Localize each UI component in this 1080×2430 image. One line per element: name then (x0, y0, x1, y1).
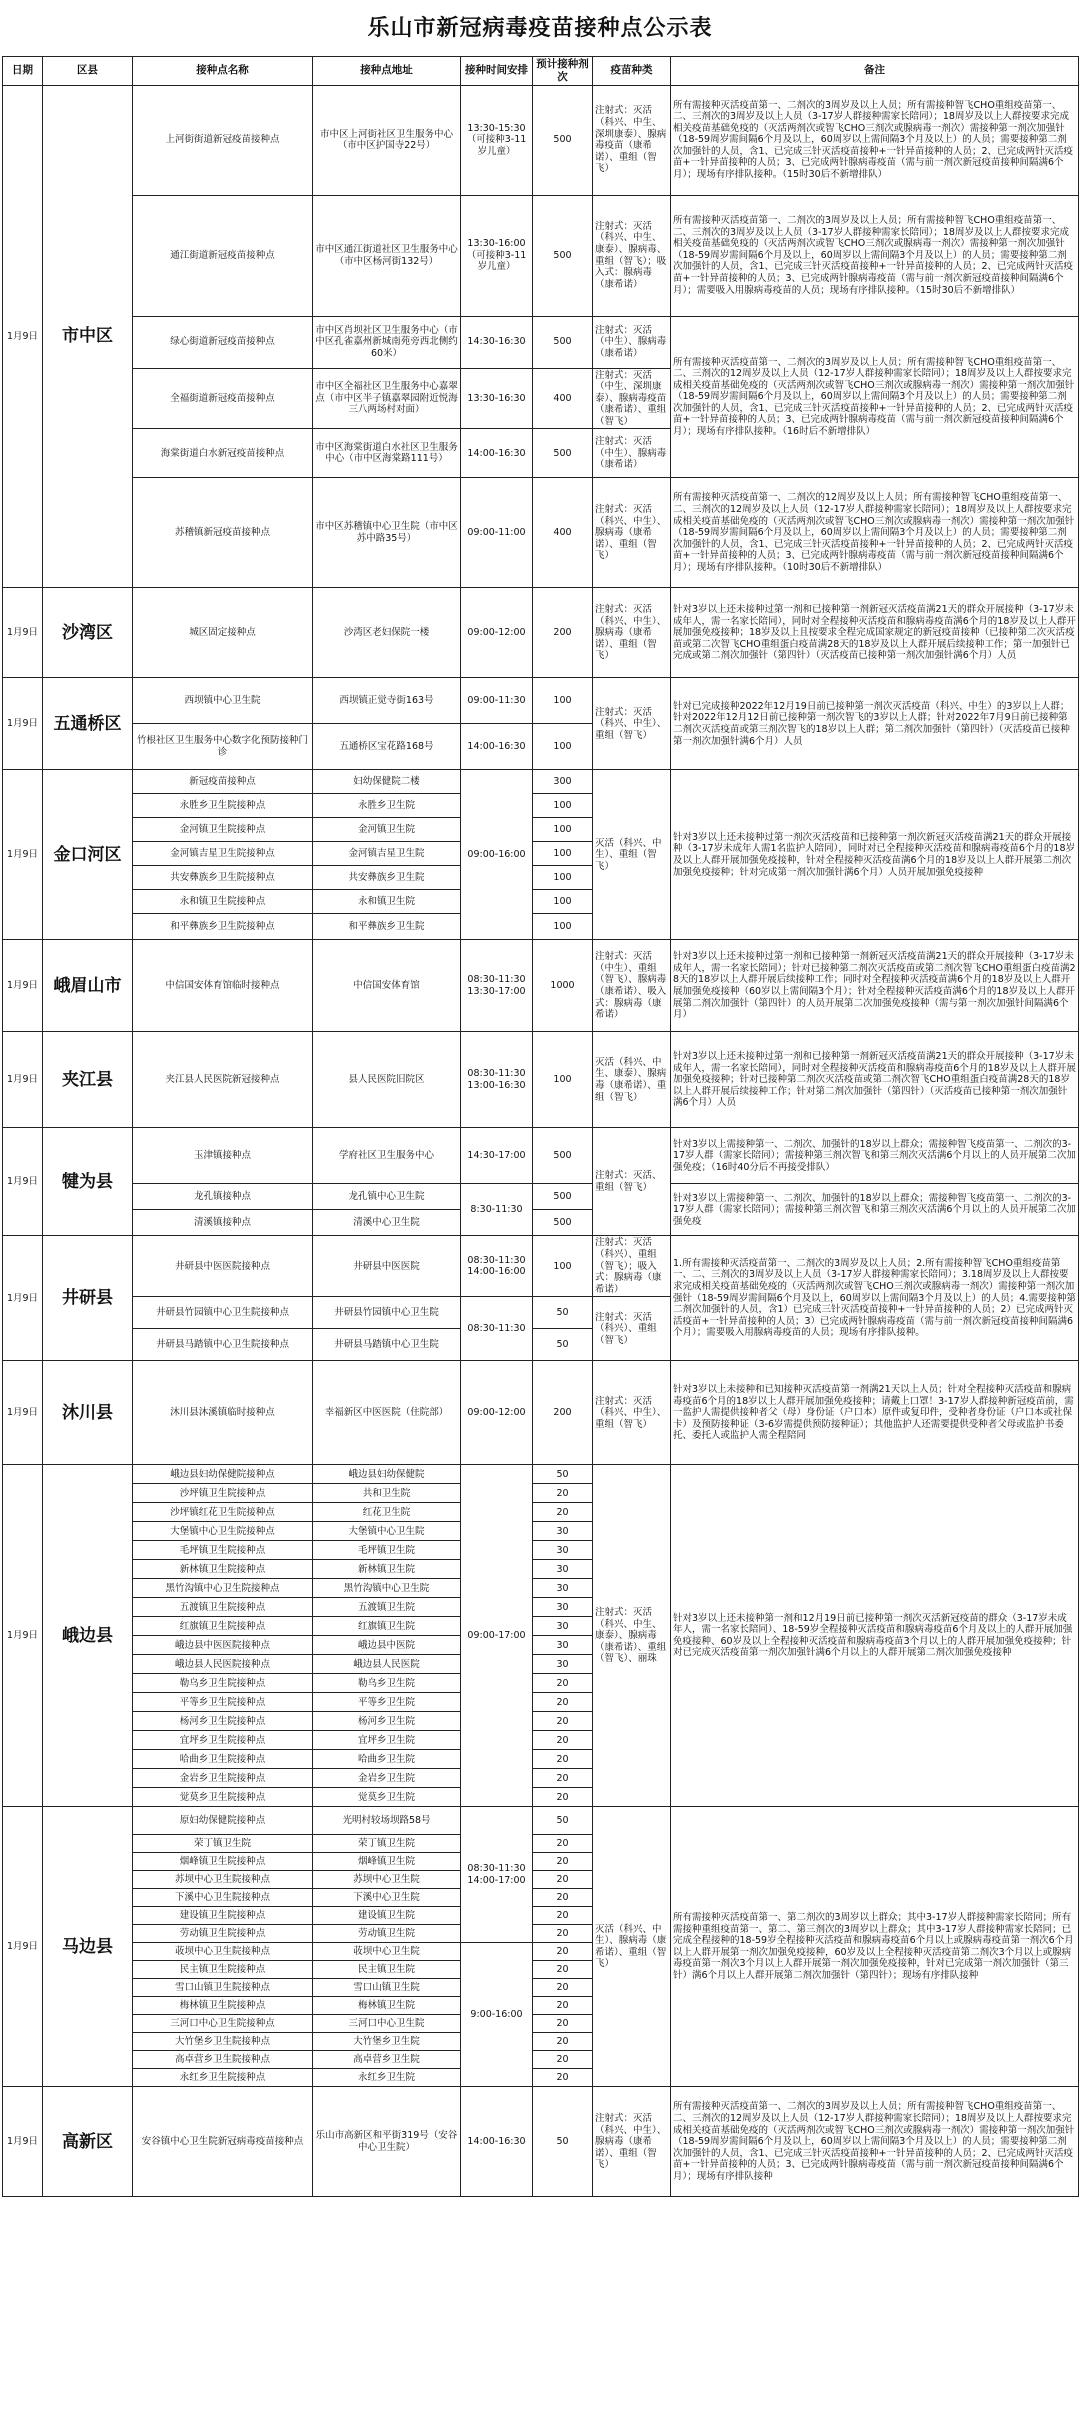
dose-count: 50 (533, 1297, 593, 1329)
dose-count: 20 (533, 1712, 593, 1731)
table-row (3, 588, 1079, 678)
site-address: 乐山市高新区和平街319号（安谷中心卫生院） (313, 2087, 461, 2197)
dose-count: 30 (533, 1541, 593, 1560)
dose-count: 50 (533, 2087, 593, 2197)
site-address: 幸福新区中医医院（住院部） (313, 1361, 461, 1465)
dose-count: 300 (533, 770, 593, 794)
dose-count: 30 (533, 1617, 593, 1636)
dose-count: 20 (533, 1788, 593, 1807)
district-name: 井研县 (43, 1236, 133, 1361)
vaccination-sites-table (2, 56, 1079, 2197)
notes-cell: 1.所有需接种灭活疫苗第一、二剂次的3周岁及以上人员；2.所有需接种智飞CHO重组疫苗第一、二、三剂次的3周岁及以上人员（3-17岁人群接种需家长陪同）；3.18周岁及以上人群按要求完成相关疫苗基础免疫的（灭活两剂次或智飞CHO三剂次或腺病毒一剂次）需接种第一剂次加强针（18-59周岁需间隔6个月及以上，60周岁以上需间隔3个月及以上）的人员；4.需要接种第二剂次加强针的人员，含1）已完成三针灭活疫苗接种+一针异苗接种的人员；2）已完成两针灭活疫苗+一针异苗接种的人员；3）已完成两针腺病毒疫苗（需与前一剂次新冠疫苗接种间隔满6个月）；需要吸入用腺病毒疫苗的人员；现场有序排队接种。 (671, 1236, 1079, 1361)
table-row (3, 940, 1079, 1032)
vaccine-type: 注射式：灭活（科兴、中生）、腺病毒（康希诺）、重组（智飞） (593, 588, 671, 678)
site-address: 市中区上河街社区卫生服务中心（市中区护国寺22号） (313, 85, 461, 195)
date-cell: 1月9日 (3, 588, 43, 678)
vaccine-type: 灭活（科兴、中生、康泰）、腺病毒（康希诺）、重组（智飞） (593, 1032, 671, 1128)
dose-count: 30 (533, 1560, 593, 1579)
dose-count: 100 (533, 818, 593, 842)
district-name: 沐川县 (43, 1361, 133, 1465)
vaccine-type: 注射式：灭活（科兴）、重组（智飞）；吸入式：腺病毒（康希诺） (593, 1236, 671, 1297)
dose-count: 20 (533, 1961, 593, 1979)
site-name: 和平彝族乡卫生院接种点 (133, 914, 313, 940)
site-address: 雪口山镇卫生院 (313, 1979, 461, 1997)
dose-count: 30 (533, 1579, 593, 1598)
notes-cell: 针对3岁以上需接种第一、二剂次、加强针的18岁以上群众；需接种智飞疫苗第一、二剂次的3-17岁人群（需家长陪同）；需接种第三剂次智飞和第三剂次灭活满6个月以上的人员开展第二次加强免疫；（16时40分后不再接受排队） (671, 1128, 1079, 1184)
dose-count: 50 (533, 1465, 593, 1484)
header-vaccine-type: 疫苗种类 (593, 57, 671, 86)
time-slot: 09:00-11:00 (461, 478, 533, 588)
table-row (3, 2087, 1079, 2197)
time-slot: 08:30-11:30 14:00-17:00 (461, 1807, 533, 1943)
table-row (3, 1807, 1079, 1835)
table-row (3, 678, 1079, 724)
dose-count: 400 (533, 368, 593, 429)
dose-count: 1000 (533, 940, 593, 1032)
site-address: 劳动镇卫生院 (313, 1925, 461, 1943)
dose-count: 20 (533, 2015, 593, 2033)
time-slot: 14:00-16:30 (461, 724, 533, 770)
site-address: 高卓营乡卫生院 (313, 2051, 461, 2069)
site-address: 三河口中心卫生院 (313, 2015, 461, 2033)
site-address: 荣丁镇卫生院 (313, 1835, 461, 1853)
site-address: 龙孔镇中心卫生院 (313, 1184, 461, 1210)
site-address: 下溪中心卫生院 (313, 1889, 461, 1907)
site-address: 井研县竹园镇中心卫生院 (313, 1297, 461, 1329)
site-address: 五通桥区宝花路168号 (313, 724, 461, 770)
site-name: 烟峰镇卫生院接种点 (133, 1853, 313, 1871)
dose-count: 20 (533, 1750, 593, 1769)
site-name: 新林镇卫生院接种点 (133, 1560, 313, 1579)
site-name: 峨边县中医医院接种点 (133, 1636, 313, 1655)
district-name: 犍为县 (43, 1128, 133, 1236)
site-address: 光明村较场坝路58号 (313, 1807, 461, 1835)
site-name: 苏坝中心卫生院接种点 (133, 1871, 313, 1889)
dose-count: 20 (533, 1979, 593, 1997)
district-name: 高新区 (43, 2087, 133, 2197)
dose-count: 500 (533, 1128, 593, 1184)
date-cell: 1月9日 (3, 678, 43, 770)
site-address: 峨边县中医院 (313, 1636, 461, 1655)
dose-count: 50 (533, 1329, 593, 1361)
site-name: 杨河乡卫生院接种点 (133, 1712, 313, 1731)
site-name: 荍坝中心卫生院接种点 (133, 1943, 313, 1961)
site-address: 红花卫生院 (313, 1503, 461, 1522)
site-address: 中信国安体育馆 (313, 940, 461, 1032)
header-date: 日期 (3, 57, 43, 86)
date-cell: 1月9日 (3, 1128, 43, 1236)
notes-cell: 针对3岁以上还未接种过第一剂和已接种第一剂新冠灭活疫苗满21天的群众开展接种（3-17岁未成年人，需一名家长陪同），同时对全程接种灭活疫苗和腺病毒疫苗满6个月的18岁及以上人群开展加强免疫接种；18岁及以上且按要求全程完成国家规定的新冠疫苗接种（已接种第二次灭活疫苗或第二次智飞CHO重组蛋白疫苗满28天的18岁及以上人群开展后续接种工作；第一加强针已完成或第二剂次加强针（第四针）（灭活疫苗已接种第一剂次加强针满6个月）人员 (671, 588, 1079, 678)
site-name: 荣丁镇卫生院 (133, 1835, 313, 1853)
site-name: 上河街街道新冠疫苗接种点 (133, 85, 313, 195)
site-address: 市中区全福社区卫生服务中心嘉翠点（市中区半子镇嘉翠园附近悦海三八两场村对面） (313, 368, 461, 429)
site-name: 新冠疫苗接种点 (133, 770, 313, 794)
site-name: 下溪中心卫生院接种点 (133, 1889, 313, 1907)
site-name: 中信国安体育馆临时接种点 (133, 940, 313, 1032)
dose-count: 500 (533, 195, 593, 316)
site-address: 共和卫生院 (313, 1484, 461, 1503)
notes-cell: 针对3岁以上还未接种过第一剂和已接种第一剂新冠灭活疫苗满21天的群众开展接种（3-17岁未成年人，需一名家长陪同），同时对全程接种灭活疫苗和腺病毒疫苗6个月的18岁及以上人群开展加强免疫接种；针对已接种第二剂次灭活疫苗或第二剂次智飞CHO重组蛋白疫苗满28天的18岁以上人群开展后续接种工作；针对第二剂次加强针（第四针）（灭活疫苗已接种第一剂次加强针满6个月）人员 (671, 1032, 1079, 1128)
site-address: 共安彝族乡卫生院 (313, 866, 461, 890)
dose-count: 30 (533, 1636, 593, 1655)
vaccine-type: 注射式：灭活（中生）、腺病毒（康希诺） (593, 429, 671, 478)
district-name: 市中区 (43, 85, 133, 588)
dose-count: 500 (533, 429, 593, 478)
site-name: 劳动镇卫生院接种点 (133, 1925, 313, 1943)
site-address: 大堡镇中心卫生院 (313, 1522, 461, 1541)
vaccine-type: 注射式：灭活、重组（智飞） (593, 1128, 671, 1236)
site-address: 金河镇卫生院 (313, 818, 461, 842)
site-address: 荍坝中心卫生院 (313, 1943, 461, 1961)
site-address: 宜坪乡卫生院 (313, 1731, 461, 1750)
date-cell: 1月9日 (3, 1236, 43, 1361)
date-cell: 1月9日 (3, 1032, 43, 1128)
table-row (3, 195, 1079, 316)
vaccine-type: 注射式：灭活（科兴、中生）、重组（智飞） (593, 1361, 671, 1465)
site-name: 城区固定接种点 (133, 588, 313, 678)
vaccine-type: 注射式：灭活（科兴、中生）、腺病毒（康希诺）、重组（智飞） (593, 2087, 671, 2197)
site-address: 沙湾区老妇保院一楼 (313, 588, 461, 678)
notes-cell: 所有需接种灭活疫苗第一、二剂次的3周岁及以上人员；所有需接种智飞CHO重组疫苗第一、二、三剂次的12周岁及以上人员（12-17岁人群接种需家长陪同）；18周岁及以上人群按要求完成相关疫苗基础免疫的（灭活两剂次或智飞CHO三剂次或腺病毒一剂次）需接种第一剂次加强针（18-59周岁需间隔6个月及以上，60周岁以上需间隔3个月及以上）的人员；需要接种第二剂次加强针的人员，含1、已完成三针灭活疫苗接种+一针异苗接种的人员；2、已完成两针灭活疫苗+一针异苗接种的人员；3、已完成两针腺病毒疫苗（需与前一剂次新冠疫苗接种间隔满6个月）；现场有序排队接种。（16时后不新增排队） (671, 316, 1079, 478)
dose-count: 20 (533, 1925, 593, 1943)
vaccine-type: 注射式：灭活（科兴、中生、康泰）、腺病毒（康希诺）、重组（智飞）、丽珠 (593, 1465, 671, 1807)
site-address: 峨边县妇幼保健院 (313, 1465, 461, 1484)
district-name: 夹江县 (43, 1032, 133, 1128)
site-name: 绿心街道新冠疫苗接种点 (133, 316, 313, 368)
site-address: 西坝镇正觉寺街163号 (313, 678, 461, 724)
site-address: 苏坝中心卫生院 (313, 1871, 461, 1889)
header-site-name: 接种点名称 (133, 57, 313, 86)
district-name: 沙湾区 (43, 588, 133, 678)
site-name: 竹根社区卫生服务中心数字化预防接种门诊 (133, 724, 313, 770)
time-slot: 09:00-12:00 (461, 1361, 533, 1465)
vaccine-type: 注射式：灭活（科兴、中生）、腺病毒（康希诺）、重组（智飞） (593, 478, 671, 588)
site-name: 毛坪镇卫生院接种点 (133, 1541, 313, 1560)
notes-cell: 所有需接种灭活疫苗第一、二剂次的3周岁及以上人员；所有需接种智飞CHO重组疫苗第一、二、三剂次的12周岁及以上人员（12-17岁人群接种需家长陪同）；18周岁及以上人群按要求完成相关疫苗基础免疫的（灭活两剂次或智飞CHO三剂次或腺病毒一剂次）需接种第一剂次加强针（18-59周岁需间隔6个月及以上，60周岁以上需间隔3个月及以上）的人员；需要接种第二剂次加强针的人员，含1、已完成三针灭活疫苗接种+一针异苗接种的人员；2、已完成两针灭活疫苗+一针异苗接种的人员；3、已完成两针腺病毒疫苗（需与前一剂次新冠疫苗接种间隔满6个月）；现场有序排队接种 (671, 2087, 1079, 2197)
table-row (3, 1032, 1079, 1128)
site-address: 杨河乡卫生院 (313, 1712, 461, 1731)
dose-count: 100 (533, 842, 593, 866)
site-name: 金河镇吉星卫生院接种点 (133, 842, 313, 866)
site-address: 峨边县人民医院 (313, 1655, 461, 1674)
site-name: 玉津镇接种点 (133, 1128, 313, 1184)
dose-count: 400 (533, 478, 593, 588)
time-slot: 08:30-11:30 (461, 1297, 533, 1361)
site-address: 妇幼保健院二楼 (313, 770, 461, 794)
vaccine-type: 注射式：灭活（科兴）、重组（智飞） (593, 1297, 671, 1361)
dose-count: 200 (533, 1361, 593, 1465)
time-slot: 09:00-11:30 (461, 678, 533, 724)
site-address: 黑竹沟镇中心卫生院 (313, 1579, 461, 1598)
table-row (3, 770, 1079, 794)
time-slot: 14:00-16:30 (461, 2087, 533, 2197)
dose-count: 30 (533, 1522, 593, 1541)
time-slot: 8:30-11:30 (461, 1184, 533, 1236)
site-name: 民主镇卫生院接种点 (133, 1961, 313, 1979)
site-name: 原妇幼保健院接种点 (133, 1807, 313, 1835)
site-address: 永红乡卫生院 (313, 2069, 461, 2087)
site-name: 峨边县妇幼保健院接种点 (133, 1465, 313, 1484)
dose-count: 20 (533, 1853, 593, 1871)
dose-count: 200 (533, 588, 593, 678)
dose-count: 20 (533, 1693, 593, 1712)
dose-count: 100 (533, 1236, 593, 1297)
notes-cell: 针对3岁以上还未接种第一剂和12月19日前已接种第一剂次灭活新冠疫苗的群众（3-17岁未成年人，需一名家长陪同）、18-59岁全程接种灭活疫苗和腺病毒疫苗6个月及以上的人群开展加强免疫接种、60岁及以上全程接种灭活疫苗和腺病毒疫苗3个月以上的人群开展加强免疫接种；针对已完成灭活疫苗第一剂次加强针满6个月以上的人群开展第二剂次加强免疫接种 (671, 1465, 1079, 1807)
header-notes: 备注 (671, 57, 1079, 86)
date-cell: 1月9日 (3, 940, 43, 1032)
site-name: 金河镇卫生院接种点 (133, 818, 313, 842)
dose-count: 20 (533, 2033, 593, 2051)
page-title: 乐山市新冠病毒疫苗接种点公示表 (367, 15, 713, 41)
dose-count: 20 (533, 1889, 593, 1907)
site-address: 毛坪镇卫生院 (313, 1541, 461, 1560)
vaccine-type: 注射式：灭活（科兴、中生）、重组（智飞） (593, 678, 671, 770)
site-address: 觉莫乡卫生院 (313, 1788, 461, 1807)
site-name: 五渡镇卫生院接种点 (133, 1598, 313, 1617)
dose-count: 100 (533, 724, 593, 770)
vaccine-type: 灭活（科兴、中生）、重组（智飞） (593, 770, 671, 940)
vaccine-type: 灭活（科兴、中生）、腺病毒（康希诺）、重组（智飞） (593, 1807, 671, 2087)
site-address: 永和镇卫生院 (313, 890, 461, 914)
site-name: 梅林镇卫生院接种点 (133, 1997, 313, 2015)
site-name: 全福街道新冠疫苗接种点 (133, 368, 313, 429)
dose-count: 100 (533, 1032, 593, 1128)
site-name: 夹江县人民医院新冠接种点 (133, 1032, 313, 1128)
site-name: 哈曲乡卫生院接种点 (133, 1750, 313, 1769)
site-address: 市中区海棠街道白水社区卫生服务中心（市中区海棠路111号） (313, 429, 461, 478)
site-address: 平等乡卫生院 (313, 1693, 461, 1712)
time-slot: 09:00-16:00 (461, 770, 533, 940)
site-name: 雪口山镇卫生院接种点 (133, 1979, 313, 1997)
dose-count: 20 (533, 1835, 593, 1853)
dose-count: 20 (533, 1674, 593, 1693)
time-slot: 14:30-16:30 (461, 316, 533, 368)
dose-count: 20 (533, 2051, 593, 2069)
notes-cell: 针对3岁以上还未接种过第一剂次灭活疫苗和已接种第一剂次新冠灭活疫苗满21天的群众开展接种（3-17岁未成年人需1名监护人陪同），同时对已全程接种灭活疫苗和腺病毒疫苗6个月的18岁及以上人群开展加强免疫接种，针对全程接种灭活疫苗满6个月的18岁及以上人群开展第二剂次加强免疫接种；针对完成第一剂次加强针满6个月）人员开展加强免疫接种 (671, 770, 1079, 940)
dose-count: 20 (533, 1484, 593, 1503)
district-name: 金口河区 (43, 770, 133, 940)
site-address: 五渡镇卫生院 (313, 1598, 461, 1617)
site-name: 三河口中心卫生院接种点 (133, 2015, 313, 2033)
date-cell: 1月9日 (3, 1361, 43, 1465)
site-name: 井研县马踏镇中心卫生院接种点 (133, 1329, 313, 1361)
notes-cell: 针对3岁以上需接种第一、二剂次、加强针的18岁以上群众；需接种智飞疫苗第一、二剂次的3-17岁人群（需家长陪同）；需接种第三剂次智飞和第三剂次灭活满6个月以上的人员开展第二次加强免疫 (671, 1184, 1079, 1236)
header-district: 区县 (43, 57, 133, 86)
dose-count: 500 (533, 85, 593, 195)
site-name: 清溪镇接种点 (133, 1210, 313, 1236)
vaccine-type: 注射式：灭活（中生）、腺病毒（康希诺） (593, 316, 671, 368)
site-address: 梅林镇卫生院 (313, 1997, 461, 2015)
site-address: 县人民医院旧院区 (313, 1032, 461, 1128)
site-name: 红旗镇卫生院接种点 (133, 1617, 313, 1636)
site-address: 金河镇吉星卫生院 (313, 842, 461, 866)
time-slot: 9:00-16:00 (461, 1943, 533, 2087)
site-name: 沙坪镇红花卫生院接种点 (133, 1503, 313, 1522)
dose-count: 100 (533, 866, 593, 890)
site-name: 西坝镇中心卫生院 (133, 678, 313, 724)
notes-cell: 所有需接种灭活疫苗第一、二剂次的3周岁及以上人员；所有需接种智飞CHO重组疫苗第一、二、三剂次的3周岁及以上人员（3-17岁人群接种需家长陪同）；18周岁及以上人群按要求完成相关疫苗基础免疫的（灭活两剂次或智飞CHO三剂次或腺病毒一剂次）需接种第一剂次加强针（18-59周岁需间隔6个月及以上，60周岁以上需间隔3个月及以上）的人员；需要接种第二剂次加强针的人员，含1、已完成三针灭活疫苗接种+一针异苗接种的人员；2、已完成两针灭活疫苗+一针异苗接种的人员；3、已完成两针腺病毒疫苗（需与前一剂次新冠疫苗接种间隔满6个月）；现场有序排队接种。（15时30后不新增排队） (671, 85, 1079, 195)
date-cell: 1月9日 (3, 2087, 43, 2197)
time-slot: 14:30-17:00 (461, 1128, 533, 1184)
table-row (3, 1465, 1079, 1484)
table-row (3, 85, 1079, 195)
site-name: 建设镇卫生院接种点 (133, 1907, 313, 1925)
date-cell: 1月9日 (3, 1465, 43, 1807)
vaccine-type: 注射式：灭活（科兴、中生、康泰）、腺病毒、重组（智飞）；吸入式：腺病毒（康希诺） (593, 195, 671, 316)
site-address: 哈曲乡卫生院 (313, 1750, 461, 1769)
site-name: 沐川县沐溪镇临时接种点 (133, 1361, 313, 1465)
site-address: 建设镇卫生院 (313, 1907, 461, 1925)
time-slot: 13:30-15:30（可接种3-11岁儿童） (461, 85, 533, 195)
dose-count: 100 (533, 890, 593, 914)
table-row (3, 478, 1079, 588)
header-count: 预计接种剂次 (533, 57, 593, 86)
site-address: 井研县中医医院 (313, 1236, 461, 1297)
notes-cell: 所有需接种灭活疫苗第一、第二剂次的3周岁以上群众；其中3-17岁人群接种需家长陪同；所有需接种重组疫苗第一、第二、第三剂次的3周岁以上群众；其中3-17岁人群接种需家长陪同；已完成全程接种的18-59岁全程接种灭活疫苗和腺病毒疫苗6个月以上或腺病毒疫苗第一剂次6个月以上人群开展第一剂次加强免疫接种，60岁及以上全程接种灭活疫苗第二剂次3个月以上或腺病毒疫苗第一剂次3个月以上人群开展第一剂次加强免疫接种，针对已完成第一剂次加强针（第三针）满6个月以上人群开展第二剂次加强针（第四针）；现场有序排队接种 (671, 1807, 1079, 2087)
district-name: 峨眉山市 (43, 940, 133, 1032)
time-slot: 14:00-16:30 (461, 429, 533, 478)
header-site-address: 接种点地址 (313, 57, 461, 86)
site-name: 金岩乡卫生院接种点 (133, 1769, 313, 1788)
vaccine-type: 注射式：灭活（科兴、中生、深圳康泰）、腺病毒疫苗（康希诺）、重组（智飞） (593, 85, 671, 195)
dose-count: 20 (533, 1769, 593, 1788)
site-address: 金岩乡卫生院 (313, 1769, 461, 1788)
vaccine-type: 注射式：灭活（中生、深圳康泰）、腺病毒疫苗（康希诺）、重组（智飞） (593, 368, 671, 429)
site-address: 大竹堡乡卫生院 (313, 2033, 461, 2051)
site-address: 学府社区卫生服务中心 (313, 1128, 461, 1184)
site-name: 永胜乡卫生院接种点 (133, 794, 313, 818)
dose-count: 20 (533, 1731, 593, 1750)
site-address: 民主镇卫生院 (313, 1961, 461, 1979)
table-body (3, 85, 1079, 2197)
dose-count: 20 (533, 2069, 593, 2087)
site-name: 龙孔镇接种点 (133, 1184, 313, 1210)
site-name: 勒乌乡卫生院接种点 (133, 1674, 313, 1693)
site-address: 市中区苏稽镇中心卫生院（市中区苏中路35号） (313, 478, 461, 588)
table-row (3, 1361, 1079, 1465)
site-address: 红旗镇卫生院 (313, 1617, 461, 1636)
time-slot: 08:30-11:30 13:30-17:00 (461, 940, 533, 1032)
site-name: 沙坪镇卫生院接种点 (133, 1484, 313, 1503)
dose-count: 20 (533, 1943, 593, 1961)
district-name: 峨边县 (43, 1465, 133, 1807)
time-slot: 08:30-11:30 13:00-16:30 (461, 1032, 533, 1128)
table-row (3, 316, 1079, 368)
dose-count: 100 (533, 794, 593, 818)
site-address: 井研县马踏镇中心卫生院 (313, 1329, 461, 1361)
dose-count: 50 (533, 1807, 593, 1835)
site-name: 安谷镇中心卫生院新冠病毒疫苗接种点 (133, 2087, 313, 2197)
site-address: 市中区肖坝社区卫生服务中心（市中区孔雀嘉州新城南苑旁西北侧约60米） (313, 316, 461, 368)
site-name: 平等乡卫生院接种点 (133, 1693, 313, 1712)
site-name: 通江街道新冠疫苗接种点 (133, 195, 313, 316)
dose-count: 20 (533, 1503, 593, 1522)
dose-count: 500 (533, 1210, 593, 1236)
table-row (3, 1128, 1079, 1184)
site-name: 宜坪乡卫生院接种点 (133, 1731, 313, 1750)
site-name: 井研县中医医院接种点 (133, 1236, 313, 1297)
notes-cell: 针对3岁以上未接种和已知接种灭活疫苗第一剂满21天以上人员；针对全程接种灭活疫苗和腺病毒疫苗6个月的18岁以上人群开展加强免疫接种；请戴上口罩！3-17岁人群接种新冠疫苗前，需一监护人需提供接种者父（母）身份证（户口本）原件或复印件，受种者身份证（户口本或社保卡）及预防接种证（3-6岁需提供预防接种证）；其他监护人还需要提供受种者父母或监护书委托、委托人或监护人需全程陪同 (671, 1361, 1079, 1465)
time-slot: 13:30-16:00（可接种3-11岁儿童） (461, 195, 533, 316)
table-row (3, 1236, 1079, 1297)
notes-cell: 所有需接种灭活疫苗第一、二剂次的3周岁及以上人员；所有需接种智飞CHO重组疫苗第一、二、三剂次的3周岁及以上人员（3-17岁人群接种需家长陪同）；18周岁及以上人群按要求完成相关疫苗基础免疫的（灭活两剂次或智飞CHO三剂次或腺病毒一剂次）需接种第一剂次加强针（18-59周岁需间隔6个月及以上，60周岁以上需间隔3个月及以上）的人员；需要接种第二剂次加强针的人员，含1、已完成三针灭活疫苗接种+一针异苗接种的人员；2、已完成两针灭活疫苗+一针异苗接种的人员；3、已完成两针腺病毒疫苗（需与前一剂次新冠疫苗接种间隔满6个月）；需要吸入用腺病毒疫苗的人员；现场有序排队接种。（15时30后不新增排队） (671, 195, 1079, 316)
time-slot: 13:30-16:30 (461, 368, 533, 429)
dose-count: 20 (533, 1997, 593, 2015)
site-address: 烟峰镇卫生院 (313, 1853, 461, 1871)
notes-cell: 针对已完成接种2022年12月19日前已接种第一剂次灭活疫苗（科兴、中生）的3岁以上人群；针对2022年12月12日前已接种第一剂次智飞的3岁以上人群；针对2022年7月9日前已接种第二剂次灭活疫苗或第三剂次智飞的18岁以上人群；第二剂次加强针（第四针）（灭活疫苗已接种第一剂次加强针满6个月）人员 (671, 678, 1079, 770)
site-address: 勒乌乡卫生院 (313, 1674, 461, 1693)
district-name: 五通桥区 (43, 678, 133, 770)
time-slot: 09:00-17:00 (461, 1465, 533, 1807)
dose-count: 100 (533, 678, 593, 724)
date-cell: 1月9日 (3, 1807, 43, 2087)
site-name: 共安彝族乡卫生院接种点 (133, 866, 313, 890)
site-name: 井研县竹园镇中心卫生院接种点 (133, 1297, 313, 1329)
vaccine-type: 注射式：灭活（中生）、重组（智飞）、腺病毒（康希诺）、吸入式：腺病毒（康希诺） (593, 940, 671, 1032)
site-address: 清溪中心卫生院 (313, 1210, 461, 1236)
notes-cell: 针对3岁以上还未接种过第一剂和已接种第一剂新冠灭活疫苗满21天的群众开展接种（3-17岁未成年人，需一名家长陪同）；针对已接种第二剂次灭活疫苗或第二剂次智飞CHO重组蛋白疫苗满28天的18岁以上人群开展后续接种工作；同时对全程接种灭活疫苗满6个月的18岁及以上人群开展加强免疫接种（60岁以上需间隔3个月）；针对全程接种灭活疫苗满6个月的18岁及以上人群开展第二剂次加强针（第四针）的人员开展第二次加强免疫接种（需与第一剂次加强针间隔满6个月） (671, 940, 1079, 1032)
dose-count: 20 (533, 1871, 593, 1889)
site-name: 峨边县人民医院接种点 (133, 1655, 313, 1674)
date-cell: 1月9日 (3, 770, 43, 940)
site-name: 永和镇卫生院接种点 (133, 890, 313, 914)
site-name: 大竹堡乡卫生院接种点 (133, 2033, 313, 2051)
header-time: 接种时间安排 (461, 57, 533, 86)
dose-count: 500 (533, 316, 593, 368)
site-address: 市中区通江街道社区卫生服务中心（市中区杨河街132号） (313, 195, 461, 316)
site-name: 高卓营乡卫生院接种点 (133, 2051, 313, 2069)
site-name: 黑竹沟镇中心卫生院接种点 (133, 1579, 313, 1598)
site-name: 觉莫乡卫生院接种点 (133, 1788, 313, 1807)
time-slot: 08:30-11:30 14:00-16:00 (461, 1236, 533, 1297)
site-name: 大堡镇中心卫生院接种点 (133, 1522, 313, 1541)
site-address: 永胜乡卫生院 (313, 794, 461, 818)
site-name: 海棠街道白水新冠疫苗接种点 (133, 429, 313, 478)
site-address: 和平彝族乡卫生院 (313, 914, 461, 940)
district-name: 马边县 (43, 1807, 133, 2087)
date-cell: 1月9日 (3, 85, 43, 588)
dose-count: 20 (533, 1907, 593, 1925)
time-slot: 09:00-12:00 (461, 588, 533, 678)
site-name: 永红乡卫生院接种点 (133, 2069, 313, 2087)
dose-count: 30 (533, 1598, 593, 1617)
site-address: 新林镇卫生院 (313, 1560, 461, 1579)
site-name: 苏稽镇新冠疫苗接种点 (133, 478, 313, 588)
dose-count: 100 (533, 914, 593, 940)
table-header-row (3, 57, 1079, 86)
table-row (3, 1184, 1079, 1210)
dose-count: 500 (533, 1184, 593, 1210)
dose-count: 30 (533, 1655, 593, 1674)
notes-cell: 所有需接种灭活疫苗第一、二剂次的12周岁及以上人员；所有需接种智飞CHO重组疫苗第一、二、三剂次的12周岁及以上人员（12-17岁人群接种需家长陪同）；18周岁及以上人群按要求完成相关疫苗基础免疫的（灭活两剂次或智飞CHO三剂次或腺病毒一剂次）需接种第一剂次加强针（18-59周岁需间隔6个月及以上，60周岁以上需间隔3个月及以上）的人员；需要接种第二剂次加强针的人员，含1、已完成三针灭活疫苗接种+一针异苗接种的人员；2、已完成两针灭活疫苗+一针异苗接种的人员；3、已完成两针腺病毒疫苗（需与前一剂次新冠疫苗接种间隔满6个月）；现场有序排队接种。（10时30后不新增排队） (671, 478, 1079, 588)
